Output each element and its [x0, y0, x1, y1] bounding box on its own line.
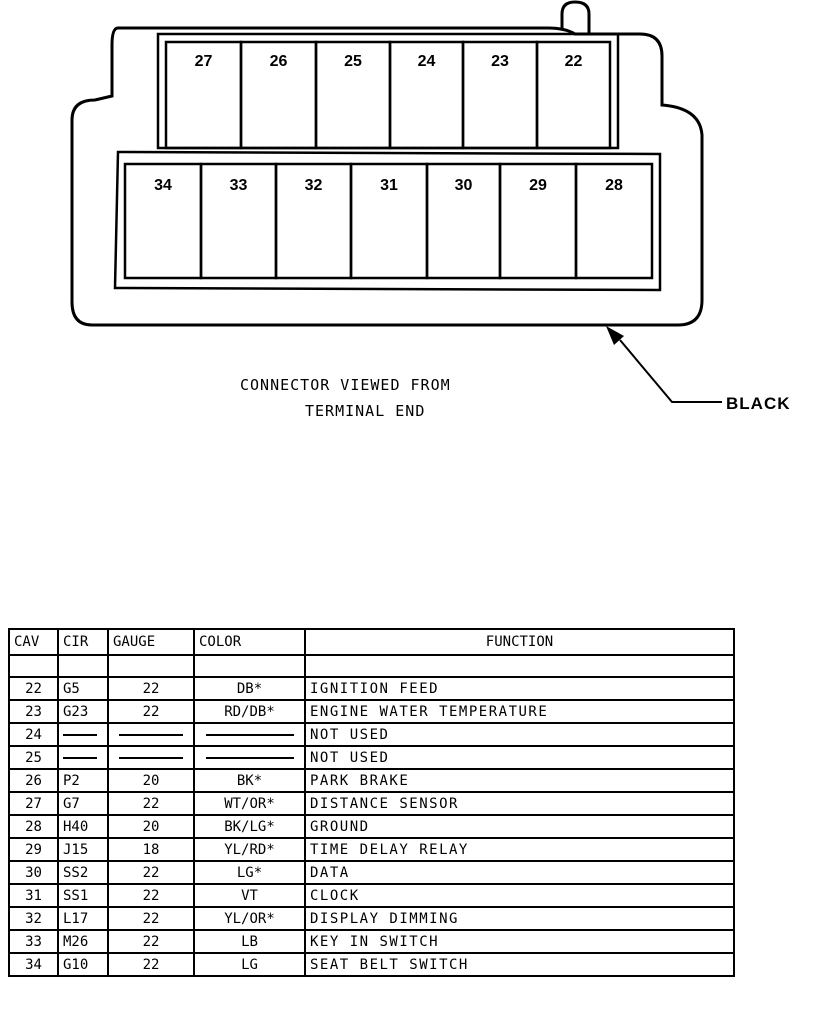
callout-label: BLACK [726, 394, 791, 413]
cavity-label-25: 25 [344, 53, 362, 70]
top-row-cavities [166, 42, 610, 148]
cell-cir: G7 [58, 792, 108, 815]
lower-cavity-frame [115, 152, 660, 290]
empty-dash [63, 734, 97, 736]
cavity-label-29: 29 [529, 177, 547, 194]
cell-gauge: 22 [108, 861, 194, 884]
table-row [9, 723, 734, 746]
cell-gauge [108, 723, 194, 746]
cell-cir: G10 [58, 953, 108, 976]
table-header-row [9, 629, 734, 655]
table-row [9, 815, 734, 838]
cell-cav: 28 [9, 815, 58, 838]
table-row [9, 769, 734, 792]
cell-cav: 32 [9, 907, 58, 930]
cell-cir: J15 [58, 838, 108, 861]
cell-cav: 30 [9, 861, 58, 884]
cell-cir [58, 723, 108, 746]
empty-dash [206, 734, 294, 736]
empty-dash [63, 757, 97, 759]
cell-color: BK* [194, 769, 305, 792]
table-row [9, 838, 734, 861]
cell-cav: 34 [9, 953, 58, 976]
header-color: COLOR [194, 629, 305, 655]
cell-cav: 24 [9, 723, 58, 746]
cell-function: NOT USED [305, 746, 734, 769]
empty-dash [119, 734, 183, 736]
table-row [9, 861, 734, 884]
table-row [9, 746, 734, 769]
cavity-label-33: 33 [229, 177, 248, 194]
cell-cav: 29 [9, 838, 58, 861]
cell-cav: 25 [9, 746, 58, 769]
cell-cav: 27 [9, 792, 58, 815]
cell-function: DATA [305, 861, 734, 884]
table-row [9, 792, 734, 815]
pin-table [8, 628, 735, 977]
header-cir: CIR [58, 629, 108, 655]
cell-color: BK/LG* [194, 815, 305, 838]
cell-color: YL/RD* [194, 838, 305, 861]
caption-line-2: TERMINAL END [305, 402, 426, 420]
cell-function: TIME DELAY RELAY [305, 838, 734, 861]
table-row [9, 953, 734, 976]
empty-dash [119, 757, 183, 759]
cell-cir [58, 746, 108, 769]
cell-function: IGNITION FEED [305, 677, 734, 700]
cavity-label-26: 26 [269, 53, 288, 70]
cell-cav: 31 [9, 884, 58, 907]
bottom-row-cavities [125, 164, 652, 278]
empty-dash [206, 757, 294, 759]
cell-cav: 22 [9, 677, 58, 700]
cell-gauge: 18 [108, 838, 194, 861]
cell-cir: SS1 [58, 884, 108, 907]
connector-diagram [0, 0, 816, 460]
cell-function: PARK BRAKE [305, 769, 734, 792]
cavity-label-30: 30 [454, 177, 473, 194]
cell-cir: G23 [58, 700, 108, 723]
header-gauge: GAUGE [108, 629, 194, 655]
cavity-label-34: 34 [154, 177, 172, 194]
table-spacer-row [9, 655, 734, 677]
cell-function: GROUND [305, 815, 734, 838]
cell-cav: 33 [9, 930, 58, 953]
cell-gauge: 22 [108, 953, 194, 976]
cell-cir: P2 [58, 769, 108, 792]
cell-gauge: 22 [108, 792, 194, 815]
cell-cav: 26 [9, 769, 58, 792]
cell-gauge [108, 746, 194, 769]
cell-function: KEY IN SWITCH [305, 930, 734, 953]
cell-gauge: 22 [108, 907, 194, 930]
header-function: FUNCTION [305, 629, 734, 655]
table-row [9, 884, 734, 907]
table-row [9, 930, 734, 953]
cell-gauge: 20 [108, 769, 194, 792]
cell-cir: H40 [58, 815, 108, 838]
cell-function: ENGINE WATER TEMPERATURE [305, 700, 734, 723]
cavity-label-24: 24 [417, 53, 436, 70]
header-cav: CAV [9, 629, 58, 655]
cell-function: DISTANCE SENSOR [305, 792, 734, 815]
cell-function: SEAT BELT SWITCH [305, 953, 734, 976]
cell-color: LG* [194, 861, 305, 884]
cell-cir: M26 [58, 930, 108, 953]
table-row [9, 700, 734, 723]
cavity-label-22: 22 [564, 53, 583, 70]
table-row [9, 677, 734, 700]
cavity-label-32: 32 [304, 177, 323, 194]
cavity-label-23: 23 [491, 53, 509, 70]
cell-cav: 23 [9, 700, 58, 723]
cell-function: NOT USED [305, 723, 734, 746]
cell-color [194, 723, 305, 746]
cell-color: YL/OR* [194, 907, 305, 930]
cell-color: VT [194, 884, 305, 907]
cavity-label-31: 31 [380, 177, 398, 194]
cavity-label-28: 28 [605, 177, 623, 194]
cell-gauge: 20 [108, 815, 194, 838]
cell-cir: L17 [58, 907, 108, 930]
cell-color [194, 746, 305, 769]
cell-cir: G5 [58, 677, 108, 700]
cell-gauge: 22 [108, 677, 194, 700]
cavity-label-27: 27 [194, 53, 213, 70]
cell-gauge: 22 [108, 700, 194, 723]
cell-color: LB [194, 930, 305, 953]
cell-color: RD/DB* [194, 700, 305, 723]
caption-line-1: CONNECTOR VIEWED FROM [240, 376, 451, 394]
callout-leader [620, 340, 722, 402]
cell-color: LG [194, 953, 305, 976]
upper-cavity-frame [158, 34, 618, 148]
cell-function: DISPLAY DIMMING [305, 907, 734, 930]
cell-function: CLOCK [305, 884, 734, 907]
cell-gauge: 22 [108, 884, 194, 907]
table-row [9, 907, 734, 930]
cell-cir: SS2 [58, 861, 108, 884]
cell-color: DB* [194, 677, 305, 700]
cell-gauge: 22 [108, 930, 194, 953]
cell-color: WT/OR* [194, 792, 305, 815]
